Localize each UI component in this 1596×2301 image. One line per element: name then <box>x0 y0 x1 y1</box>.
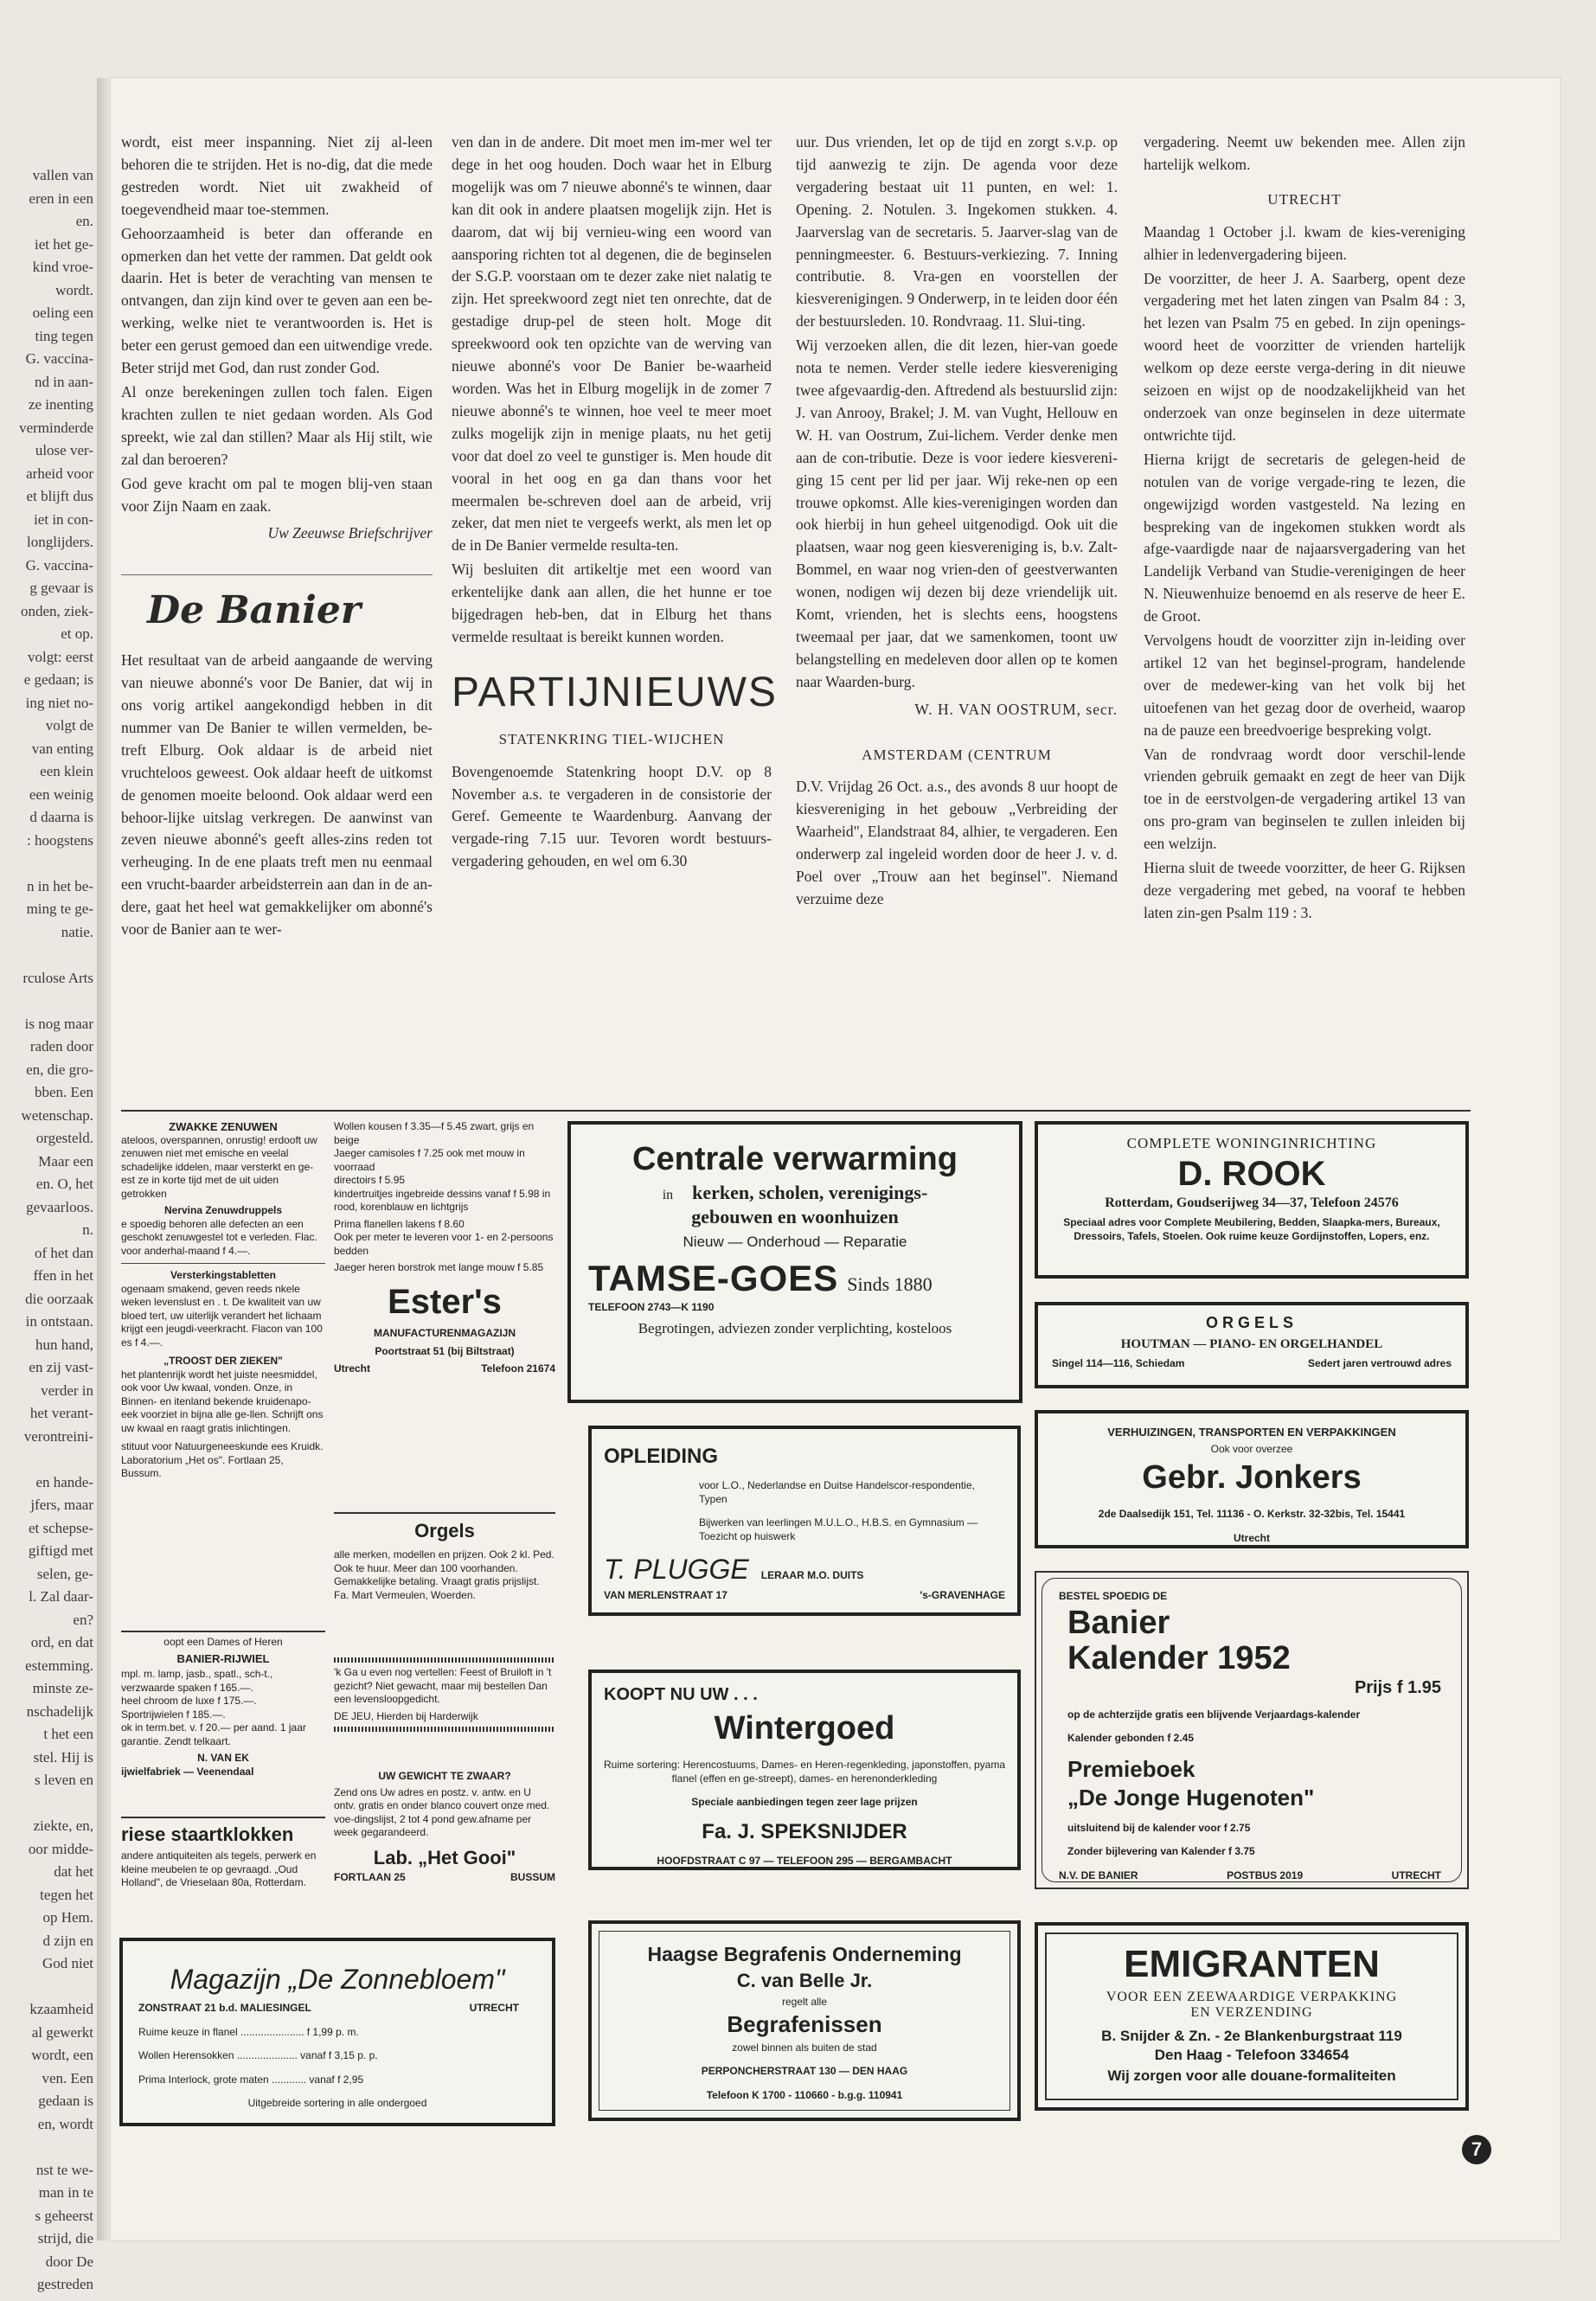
prev-page-line: nschadelijk <box>26 1702 93 1720</box>
ads-divider <box>121 1110 1471 1112</box>
prev-page-line: : hoogstens <box>27 831 93 849</box>
rijwiel-line: mpl. m. lamp, jasb., spatl., sch-t., verzwaarde spaken f 165.—. <box>121 1668 273 1694</box>
begrafenis-name: C. van Belle Jr. <box>736 1970 873 1991</box>
column-4 <box>1144 131 1465 1079</box>
prev-page-line: hun hand, <box>35 1336 93 1353</box>
prev-page-line: wetenschap. <box>21 1106 93 1124</box>
ad-centrale-verwarming <box>567 1121 1022 1403</box>
prev-page-line: n in het be- <box>27 877 93 894</box>
prev-page-line: l. Zal daar- <box>29 1588 93 1605</box>
prev-page-line: en hande- <box>35 1473 93 1490</box>
prev-page-line: nd in aan- <box>35 373 93 390</box>
ester-line: Jaeger camisoles f 7.25 ook met mouw in voorraad <box>334 1147 525 1173</box>
col3-paragraphs <box>796 131 1118 694</box>
houtman-title: ORGELS <box>1205 1314 1298 1331</box>
prev-page-line: wordt. <box>55 281 93 298</box>
opleiding-address: VAN MERLENSTRAAT 17 <box>604 1589 727 1601</box>
zwakke-text3: ogenaam smakend, geven reeds nkele weken levenslust en . t. De kwaliteit van uw bloed tert, uw uiterlijk verandert het lichaam krijgt een jeugdi-veerkracht. Flacon van 100 es f 4.—. <box>121 1282 323 1349</box>
prev-page-line: stel. Hij is <box>33 1748 93 1766</box>
ester-title: Ester's <box>388 1282 502 1321</box>
ad-esters <box>334 1120 555 1501</box>
subhead-statenkring: STATENKRING TIEL-WIJCHEN <box>498 730 725 747</box>
prev-page-line: selen, ge- <box>36 1565 93 1582</box>
zwakke-title: ZWAKKE ZENUWEN <box>169 1120 278 1133</box>
kalender-line2: uitsluitend bij de kalender voor f 2.75 <box>1067 1821 1251 1834</box>
paragraph: Wij verzoeken allen, die dit lezen, hier-van goede nota te nemen. Verder stelle iedere kiesvereniging twee afgevaardig-den. Aftredend als bestuurslid zijn: J. van Anrooy, Brakel; J. M. van Vught, Hellouw en W. H. van Oostrum, Zui-lichem. Verder denke men aan de con-tributie. Deze is voor iedere kiesvereni-ging 15 cent per lid per jaar. Wij reke-nen op een trouwe opkomst. Alle kies-verenigingen worden dan ook hierbij in hun geheel uitgenodigd. Ook uit die plaatsen, waar nog geen kiesvereniging is, b.v. Zalt-Bommel, en waar nog vrien-den of geestverwanten wonen, nodigen wij dezen bij deze vriendelijk uit. Komt, vrienden, het is slechts eens, hoogstens tweemaal per jaar, dat we samenkomen, toont uw belangstelling en medeleven door allen op te komen naar Waarden-burg. <box>796 336 1118 690</box>
ester-line: Jaeger heren borstrok met lange mouw f 5.85 <box>334 1261 544 1273</box>
prev-page-line: et blijft dus <box>26 488 93 504</box>
prev-page-line: van enting <box>31 740 93 757</box>
prev-page-line: ffen in het <box>33 1267 93 1284</box>
prev-page-line: d zijn en <box>42 1932 93 1949</box>
opleiding-title: OPLEIDING <box>604 1445 719 1468</box>
prev-page-line: volgt de <box>45 717 93 734</box>
zonnebloem-address: ZONSTRAAT 21 b.d. MALIESINGEL <box>138 2002 311 2014</box>
rijwiel-intro: oopt een Dames of Heren <box>163 1636 283 1648</box>
wintergoed-top: KOOPT NU UW . . . <box>604 1685 758 1704</box>
masthead-de-banier: De Banier <box>147 588 362 633</box>
column-2 <box>452 131 778 1079</box>
prev-page-line: verder in <box>41 1381 93 1399</box>
prev-page-line: oor midde- <box>28 1840 93 1857</box>
paragraph: Gehoorzaamheid is beter dan offerande en opmerken dan het vette der rammen. Dat geldt ook daarin. Het is beter de verachting van mensen te ontvangen, dan zijn kind over te geven aan een be-werking, welke niet te verantwoorden is. Het is beter een gerust gemoed dan een uitwendige vrede. Beter strijd met God, dan rust zonder God. <box>121 224 433 377</box>
prev-page-line: ting tegen <box>35 327 93 344</box>
zwaar-address: FORTLAAN 25 <box>334 1870 406 1883</box>
ester-phone: Telefoon 21674 <box>481 1362 555 1375</box>
paragraph: Vervolgens houdt de voorzitter zijn in-leiding over artikel 12 van het beginsel-program, handelende over de medewer-king van het volk bij het uitoefenen van het gezag door de overheid, waarop na de pauze een breedvoerige bespreking volgt. <box>1144 631 1465 739</box>
ester-line: kindertruitjes ingebreide dessins vanaf f 5.98 in rood, korenblauw en lichtgrijs <box>334 1187 551 1213</box>
paragraph: wordt, eist meer inspanning. Niet zij al-leen behoren die te strijden. Het is no-dig, dat die mede gestreden wordt. Niet uit zwakheid of toegevendheid maar toe-stemmen. <box>121 133 433 218</box>
page-number: 7 <box>1462 2135 1491 2164</box>
paragraph: Van de rondvraag wordt door verschil-lende vrienden gebruik gemaakt en zegt de heer van Dijk toe in de eerstvolgen-de vergadering artikel 13 van ons pro-gram van beginselen te zullen inleiden bij een welzijn. <box>1144 745 1465 853</box>
zwaar-contact <box>334 1871 555 1885</box>
prev-page-line: God niet <box>42 1955 93 1971</box>
wintergoed-line: Speciale aanbiedingen tegen zeer lage prijzen <box>691 1796 918 1808</box>
zwakke-sub3: „TROOST DER ZIEKEN" <box>163 1355 283 1367</box>
opleiding-city: 's-GRAVENHAGE <box>920 1589 1005 1601</box>
begrafenis-line: zowel binnen als buiten de stad <box>732 2041 877 2054</box>
centrale-line2: kerken, scholen, verenigings- <box>692 1182 928 1203</box>
centrale-title: Centrale verwarming <box>632 1141 958 1177</box>
prev-page-line: kind vroe- <box>32 259 93 275</box>
zwakke-sub2: Versterkingstabletten <box>170 1269 277 1281</box>
orgels-title: Orgels <box>414 1520 475 1541</box>
kalender-footer <box>1059 1869 1441 1883</box>
prev-page-line: op Hem. <box>42 1909 93 1926</box>
rijwiel-name: N. VAN EK <box>197 1752 249 1764</box>
rijwiel-address: ijwielfabriek — Veenendaal <box>121 1765 254 1778</box>
prev-page-line: man in te <box>38 2184 93 2201</box>
opleiding-role: LERAAR M.O. DUITS <box>760 1569 864 1581</box>
zwakke-text: ateloos, overspannen, onrustig! erdooft uw zenuwen niet met emische en veelal schadelijke iddelen, maar versterkt en ge-est ze in korte tijd met de uit uiden getrokken <box>121 1133 317 1200</box>
rook-address: Rotterdam, Goudserijweg 34—37, Telefoon 24576 <box>1105 1195 1399 1210</box>
centrale-line4: Nieuw — Onderhoud — Reparatie <box>683 1234 907 1250</box>
prev-page-line: s geheerst <box>35 2207 93 2224</box>
prev-page-line: eren in een <box>29 189 93 207</box>
kalender-premie: Premieboek <box>1067 1755 1195 1782</box>
prev-page-line: verontreini- <box>23 1427 93 1445</box>
col4-paragraphs <box>1144 221 1465 925</box>
prev-page-line: en, die gro- <box>26 1061 93 1078</box>
kalender-line2: Zonder bijlevering van Kalender f 3.75 <box>1067 1845 1255 1857</box>
zwaar-title: UW GEWICHT TE ZWAAR? <box>378 1770 511 1782</box>
prev-page-line: onden, ziek- <box>20 602 93 619</box>
kalender-footer-a: N.V. DE BANIER <box>1059 1868 1138 1881</box>
emigranten-line1: VOOR EEN ZEEWAARDIGE VERPAKKING <box>1106 1990 1398 2004</box>
ad-d-rook <box>1035 1121 1469 1279</box>
rijwiel-line: heel chroom de luxe f 175.—. <box>121 1695 257 1707</box>
kalender-top: BESTEL SPOEDIG DE <box>1059 1590 1168 1602</box>
prev-page-line: ven. Een <box>42 2069 93 2086</box>
ad-friese-staartklokken <box>121 1817 325 1927</box>
zonnebloem-contact <box>138 2002 519 2016</box>
emigranten-line3: B. Snijder & Zn. - 2e Blankenburgstraat 119 <box>1101 2028 1402 2044</box>
zonnebloem-city: UTRECHT <box>469 2002 519 2014</box>
jonkers-title: Gebr. Jonkers <box>1142 1459 1362 1496</box>
ester-line: directoirs f 5.95 <box>334 1174 406 1186</box>
centrale-footer: Begrotingen, adviezen zonder verplichting, kosteloos <box>638 1319 952 1336</box>
banier-paragraph: Het resultaat van de arbeid aangaande de werving van nieuwe abonné's voor De Banier, dat wij in ons vorig artikel aangekondigd hebben in dit nummer van De Banier te willen vermelden, be-treft Elburg. Ook aldaar is de arbeid niet vruchteloos geweest. Ook aldaar heeft de uitkomst de genomen moeite beloond. Ook aldaar werd een behoor-lijke uitslag verkregen. De aanwinst van zeven nieuwe abonné's geeft alles-zins reden tot verheuging. In de ene plaats treft men nu eenmaal een vrucht-baarder arbeidsterrein aan dan in de an-dere, gaat het heel wat gemakkelijker om abonné's voor de Banier aan te wer- <box>121 651 433 939</box>
houtman-contact <box>1052 1357 1452 1371</box>
emigranten-line2: EN VERZENDING <box>1190 2005 1313 2020</box>
prev-page-line: ing niet no- <box>25 694 93 711</box>
paragraph: Al onze berekeningen zullen toch falen. Eigen krachten zullen te niet gedaan worden. Als God spreekt, wie zal dan stillen? Maar als Hij stilt, wie zal dan beroeren? <box>121 382 433 468</box>
prev-page-line: t het een <box>43 1726 93 1742</box>
hatch-divider <box>334 1657 555 1663</box>
rook-top: COMPLETE WONINGINRICHTING <box>1126 1135 1377 1151</box>
prev-page-line: et schepse- <box>28 1519 93 1536</box>
prev-page-line: orgesteld. <box>35 1130 93 1146</box>
prev-page-line: gevaarloos. <box>26 1198 93 1215</box>
ad-begrafenis <box>588 1920 1021 2121</box>
zonnebloem-line: Wollen Herensokken ..................... vanaf f 3,15 p. p. <box>138 2049 378 2061</box>
prev-page-line: die oorzaak <box>25 1290 93 1307</box>
prev-page-line: en. <box>75 213 93 229</box>
col1-paragraphs <box>121 131 433 517</box>
ad-orgels-vermeulen <box>334 1512 555 1649</box>
jonkers-sub: Ook voor overzee <box>1210 1442 1293 1455</box>
prev-page-line: G. vaccina- <box>25 350 93 367</box>
zwakke-text5: stituut voor Natuurgeneeskunde ees Kruidk. Laboratorium „Het os". Fortlaan 25, Bussum. <box>121 1440 324 1479</box>
column-1 <box>121 131 433 1079</box>
signature-zeeuwse: Uw Zeeuwse Briefschrijver <box>267 524 433 542</box>
prev-page-line: een weinig <box>29 785 93 803</box>
prev-page-line: gedaan is <box>38 2093 93 2109</box>
begrafenis-regelt: regelt alle <box>781 1996 828 2008</box>
zwakke-text2: e spoedig behoren alle defecten an een geschokt zenuwgestel tot e verleden. Flac. voor anderhal-maand f 4.—. <box>121 1217 317 1257</box>
prev-page-line: et op. <box>61 625 93 642</box>
ad-zonnebloem <box>119 1938 555 2126</box>
prev-page-line: vallen van <box>32 167 93 183</box>
ester-line: Prima flanellen lakens f 8.60 <box>334 1217 465 1230</box>
prev-page-line: kzaamheid <box>29 2001 93 2017</box>
prev-page-line: arheid voor <box>26 465 93 482</box>
ad-orgels-houtman <box>1035 1302 1469 1388</box>
column-3 <box>796 131 1118 1079</box>
prev-page-line: d daarna is <box>29 809 93 825</box>
friese-text: andere antiquiteiten als tegels, perwerk en kleine meubelen te op gevraagd. „Oud Holland", de Vrieselaan 80a, Rotterdam. <box>121 1849 317 1888</box>
prev-page-line: dat het <box>54 1863 93 1880</box>
prev-page-line: ulose ver- <box>35 442 93 458</box>
begrafenis-line: Telefoon K 1700 - 110660 - b.g.g. 110941 <box>706 2088 903 2101</box>
jonkers-address: 2de Daalsedijk 151, Tel. 11136 - O. Kerkstr. 32-32bis, Tel. 15441 <box>1098 1508 1406 1520</box>
prev-page-line: en, wordt <box>37 2115 93 2132</box>
prev-page-line: wordt, een <box>31 2047 93 2063</box>
kalender-footer-b: POSTBUS 2019 <box>1227 1868 1304 1881</box>
opleiding-contact <box>604 1589 1005 1603</box>
prev-page-line: jfers, maar <box>30 1497 93 1513</box>
begrafenis-title: Haagse Begrafenis Onderneming <box>647 1943 962 1965</box>
prev-page-line: oeling een <box>32 304 93 321</box>
prev-page-line: strijd, die <box>37 2230 93 2247</box>
opleiding-line: Bijwerken van leerlingen M.U.L.O., H.B.S. en Gymnasium — Toezicht op huiswerk <box>699 1516 978 1542</box>
friese-title: riese staartklokken <box>121 1823 294 1845</box>
prev-page-line <box>0 1448 93 1471</box>
prev-page-line: of het dan <box>35 1244 93 1261</box>
prev-page-line: raden door <box>29 1038 93 1054</box>
begrafenis-line: PERPONCHERSTRAAT 130 — DEN HAAG <box>701 2065 908 2077</box>
prev-page-line: door De <box>45 2253 93 2270</box>
kalender-footer-c: UTRECHT <box>1391 1868 1441 1881</box>
prev-page-line: en zij vast- <box>29 1359 93 1375</box>
paragraph: God geve kracht om pal te mogen blij-ven staan voor Zijn Naam en zaak. <box>121 474 433 515</box>
prev-page-line: ze inenting <box>28 396 93 413</box>
prev-page-line: een klein <box>40 763 93 779</box>
prev-page-line: het verant- <box>29 1405 93 1421</box>
zonnebloem-title: Magazijn „De Zonnebloem" <box>170 1964 505 1995</box>
amsterdam-paragraph: D.V. Vrijdag 26 Oct. a.s., des avonds 8 uur hoopt de kiesvereniging in het gebouw „Verbreiding der Waarheid", Elandstraat 84, alhier, te vergaderen. Een onderwerp zal ingeleid worden door de heer J. v. d. Poel over „Trouw aan het beginsel". Niemand verzuime deze <box>796 778 1118 907</box>
emigranten-line5: Wij zorgen voor alle douane-formaliteiten <box>1107 2067 1396 2084</box>
zwakke-sub1: Nervina Zenuwdruppels <box>163 1204 283 1216</box>
prev-page-line: en. O, het <box>35 1176 93 1192</box>
centrale-since: Sinds 1880 <box>847 1273 933 1295</box>
prev-page-line: iet in con- <box>34 510 93 528</box>
ad-banier-rijwiel <box>121 1631 325 1809</box>
rook-text: Speciaal adres voor Complete Meubilering, Bedden, Slaapka-mers, Bureaux, Dressoirs, Tafels, Stoelen. Ook ruime keuze Gordijnstoffen, Lopers, enz. <box>1063 1216 1440 1242</box>
ester-line: Wollen kousen f 3.35—f 5.45 zwart, grijs en beige <box>334 1120 535 1146</box>
orgels-text: alle merken, modellen en prijzen. Ook 2 kl. Ped. Ook te huur. Meer dan 100 voorhanden. Gemakkelijke betaling. Vraagt gratis prijslijst. Fa. Mart Vermeulen, Woerden. <box>334 1548 554 1601</box>
prev-page-line <box>0 1792 93 1816</box>
wintergoed-title: Wintergoed <box>714 1710 895 1747</box>
wintergoed-address: HOOFDSTRAAT C 97 — TELEFOON 295 — BERGAMBACHT <box>657 1854 952 1867</box>
zwakke-text4: het plantenrijk wordt het juiste neesmiddel, ook voor Uw kwaal, vonden. Onze, in Binnen- en itenland bekende kruidenapo-eek voorziet in bijna alle ge-llen. Schrijft ons uw kwaal en raagt gratis inlichtingen. <box>121 1368 324 1434</box>
centrale-line2-wrap <box>588 1182 1002 1204</box>
prev-page-line: tegen het <box>40 1886 93 1903</box>
centrale-brand-row <box>588 1258 1002 1299</box>
ester-contact <box>334 1362 555 1376</box>
prev-page-line: G. vaccina- <box>25 556 93 574</box>
paragraph: uur. Dus vrienden, let op de tijd en zorgt s.v.p. op tijd aanwezig te zijn. De agenda voor deze vergadering bestaat uit 11 punten, en wel: 1. Opening. 2. Notulen. 3. Ingekomen stukken. 4. Jaarverslag van de secretaris. 5. Jaarver-slag van de penningmeester. 6. Bestuurs-verkiezing. 7. Inning contributie. 8. Vra-gen en voorstellen der kiesverenigingen. 9 Onderwerp, in te leiden door één der bestuursleden. 10. Rondvraag. 11. Slui-ting. <box>796 133 1118 330</box>
prev-page-line: Maar een <box>38 1152 93 1170</box>
zonnebloem-line: Ruime keuze in flanel ...................... f 1,99 p. m. <box>138 2025 359 2038</box>
ester-sub: MANUFACTURENMAGAZIJN <box>374 1326 516 1339</box>
prev-page-line: al gewerkt <box>31 2023 93 2041</box>
col2-paragraphs <box>452 131 772 649</box>
ester-line: Ook per meter te leveren voor 1- en 2-persoons bedden <box>334 1231 554 1257</box>
kalender-line: op de achterzijde gratis een blijvende Verjaardags-kalender <box>1067 1708 1361 1721</box>
ad-banier-kalender <box>1035 1571 1469 1889</box>
opleiding-line: voor L.O., Nederlandse en Duitse Handelscor-respondentie, Typen <box>699 1479 975 1505</box>
prev-page-line: s leven en <box>35 1772 93 1788</box>
ester-address: Poortstraat 51 (bij Biltstraat) <box>375 1345 515 1357</box>
prev-page-line <box>0 944 93 967</box>
jonkers-city: Utrecht <box>1233 1531 1270 1544</box>
centrale-phone: TELEFOON 2743—K 1190 <box>588 1301 715 1313</box>
kalender-line: Kalender gebonden f 2.45 <box>1067 1732 1195 1744</box>
prev-page-line: g gevaar is <box>29 580 93 596</box>
ad-emigranten <box>1035 1922 1469 2111</box>
emigranten-line4: Den Haag - Telefoon 334654 <box>1154 2047 1349 2063</box>
prev-page-line: n. <box>82 1221 93 1238</box>
prev-page-line: ziekte, en, <box>33 1817 93 1834</box>
zonnebloem-line: Prima Interlock, grote maten ............ vanaf f 2,95 <box>138 2073 364 2086</box>
kalender-book: „De Jonge Hugenoten" <box>1067 1784 1315 1811</box>
ad-zwakke-zenuwen <box>121 1120 325 1674</box>
jeu-verse: 'k Ga u even nog vertellen: Feest of Bruiloft in 't gezicht? Niet gewacht, maar mij bestellen Dan een levensloopgedicht. <box>334 1666 552 1705</box>
kalender-title2: Kalender 1952 <box>1067 1639 1291 1676</box>
prev-page-line: longlijders. <box>27 534 93 550</box>
prev-page-line <box>0 990 93 1013</box>
jeu-address: DE JEU, Hierden bij Harderwijk <box>334 1709 478 1722</box>
zwaar-lab: Lab. „Het Gooi" <box>373 1846 516 1868</box>
paragraph: De voorzitter, de heer J. A. Saarberg, opent deze vergadering met het laten zingen van Psalm 84 : 3, het lezen van Psalm 75 en gebed. In zijn openings-woord heet de voorzitter de vrienden hartelijk welkom op deze eerste verga-dering in dit nieuwe seizoen en wijst op de noodzakelijkheid van het onderzoek van onze beginselen in deze uitermate ontwrichte tijd. <box>1144 269 1465 444</box>
prev-page-line: volgt: eerst <box>27 648 93 665</box>
previous-page-fragment <box>0 164 93 2292</box>
houtman-address: Singel 114—116, Schiedam <box>1052 1357 1185 1369</box>
prev-page-line: giftigd met <box>28 1542 93 1559</box>
prev-page-line: en? <box>73 1611 93 1628</box>
centrale-line3: gebouwen en woonhuizen <box>691 1206 899 1227</box>
rook-title: D. ROOK <box>1177 1155 1326 1193</box>
prev-page-line: estemming. <box>25 1657 93 1674</box>
houtman-since: Sedert jaren vertrouwd adres <box>1307 1357 1452 1369</box>
section-title-partijnieuws: PARTIJNIEUWS <box>452 669 778 715</box>
rijwiel-title: BANIER-RIJWIEL <box>176 1651 270 1665</box>
paragraph: Maandag 1 October j.l. kwam de kies-vereniging alhier in ledenvergadering bijeen. <box>1144 222 1465 263</box>
prev-page-line <box>0 1976 93 1999</box>
centrale-in: in <box>662 1188 674 1202</box>
ad-opleiding <box>588 1426 1021 1616</box>
prev-page-line <box>0 852 93 875</box>
wintergoed-line: Ruime sortering: Herencostuums, Dames- en Heren-regenkleding, japonstoffen, pyama flanel (effen en ge-streept), dames- en herenonderkleding <box>604 1759 1006 1785</box>
wintergoed-name: Fa. J. SPEKSNIJDER <box>702 1819 907 1843</box>
rijwiel-line: Sportrijwielen f 185.—. <box>121 1708 226 1721</box>
prev-page-line: is nog maar <box>24 1015 93 1032</box>
subhead-amsterdam: AMSTERDAM (CENTRUM <box>862 746 1052 763</box>
ad-gebr-jonkers <box>1035 1410 1469 1548</box>
prev-page-line: e gedaan; is <box>23 671 93 688</box>
prev-page-line: in ontstaan. <box>25 1313 93 1330</box>
rijwiel-line: ok in term.bet. v. f 20.— per aand. 1 jaar garantie. Zendt telkaart. <box>121 1721 306 1747</box>
paragraph: Hierna sluit de tweede voorzitter, de heer G. Rijksen deze vergadering met gebed, na vooraf te hebben laten zin-gen Psalm 119 : 3. <box>1144 859 1465 921</box>
jonkers-top: VERHUIZINGEN, TRANSPORTEN EN VERPAKKINGEN <box>1107 1426 1396 1439</box>
statenkring-paragraph: Bovengenoemde Statenkring hoopt D.V. op 8 November a.s. te vergaderen in de consistorie der Geref. Gemeente te Waardenburg. Aanvang der vergade-ring 7.15 uur. Tevoren wordt bestuurs-vergadering gehouden, en wel om 6.30 <box>452 762 772 870</box>
subhead-utrecht: UTRECHT <box>1267 190 1342 208</box>
houtman-sub: HOUTMAN — PIANO- EN ORGELHANDEL <box>1120 1337 1383 1351</box>
prev-page-line: ming te ge- <box>26 901 93 917</box>
zonnebloem-footer: Uitgebreide sortering in alle ondergoed <box>247 2097 427 2109</box>
prev-page-line: nst te we- <box>35 2161 93 2178</box>
prev-page-line: ord, en dat <box>30 1634 93 1650</box>
emigranten-title: EMIGRANTEN <box>1124 1943 1380 1985</box>
centrale-brand: TAMSE-GOES <box>588 1258 839 1298</box>
prev-page-line <box>0 2136 93 2159</box>
paragraph: ven dan in de andere. Dit moet men im-mer wel ter dege in het oog houden. Doch waar het in Elburg mogelijk was om 7 nieuwe abonné's te winnen, daar kan dit ook in andere plaatsen mogelijk zijn. Het is daarom, dat wij bij vernieu-wing een woord van aansporing richten tot al degenen, die de beginselen der S.G.P. voorstaan om te dezer zake niet nalatig te zijn. Het spreekwoord zegt niet ten onrechte, dat de gestadige drup-pel de steen holt. Moge dit spreekwoord ook ten opzichte van de werving van nieuwe abonné's voor De Banier be-waarheid worden. Was het in Elburg mogelijk in de zomer 7 nieuwe abonné's te winnen, hoe veel te meer moet zulks mogelijk zijn in menige plaats, nu het getij voor dat doel zo veel te gunstiger is. Men houde dit vooral in het oog en ga dan thans voor het meermalen be-schreven doel aan de arbeid, vrij zeker, dat men niet te vergeefs werkt, als men let op de in De Banier vermelde resulta-ten. <box>452 133 772 554</box>
prev-page-line: verminderde <box>19 419 93 436</box>
prev-page-line: natie. <box>61 923 93 940</box>
prev-page-line: minste ze- <box>32 1680 93 1696</box>
opleiding-name: T. PLUGGE <box>604 1554 749 1585</box>
prev-page-line: bben. Een <box>35 1084 93 1100</box>
prev-page-line: rculose Arts <box>22 969 93 986</box>
ad-gewicht <box>334 1770 555 1926</box>
prev-page-line: iet het ge- <box>35 235 93 253</box>
zwaar-city: BUSSUM <box>510 1870 555 1883</box>
paragraph: Hierna krijgt de secretaris de gelegen-heid de notulen van de vorige vergade-ring te lezen, die ongewijzigd worden vastgesteld. Na lezing en bespreking van de ingekomen stukken wordt als afge-vaardigde naar de najaarsvergadering van het Landelijk Verband van Studie-verenigingen de heer N. Nieuwenhuize benoemd en als reserve de heer E. de Groot. <box>1144 450 1465 625</box>
ad-wintergoed <box>588 1670 1021 1870</box>
begrafenis-sub: Begrafenissen <box>727 2010 882 2037</box>
col4-intro: vergadering. Neemt uw bekenden mee. Allen zijn hartelijk welkom. <box>1144 133 1465 173</box>
kalender-title1: Banier <box>1067 1604 1170 1641</box>
paragraph: Wij besluiten dit artikeltje met een woord van erkentelijke dank aan allen, die het hunne er toe bijgedragen heb-ben, dat in Elburg het thans vermelde resultaat is bereikt kunnen worden. <box>452 561 772 645</box>
ester-city: Utrecht <box>334 1362 371 1375</box>
ad-de-jeu <box>334 1654 555 1762</box>
opleiding-name-row <box>604 1554 1005 1586</box>
prev-page-line: gestreden <box>36 2276 93 2292</box>
hatch-divider <box>334 1727 555 1732</box>
zwaar-text: Zend ons Uw adres en postz. v. antw. en U ontv. gratis en onder blanco couvert onze med. voe-dingslijst, 2 tot 4 pond gew.afname per week gegarandeerd. <box>334 1785 550 1838</box>
kalender-price: Prijs f 1.95 <box>1354 1677 1441 1697</box>
signature-van-oostrum: W. H. VAN OOSTRUM, secr. <box>914 700 1118 718</box>
